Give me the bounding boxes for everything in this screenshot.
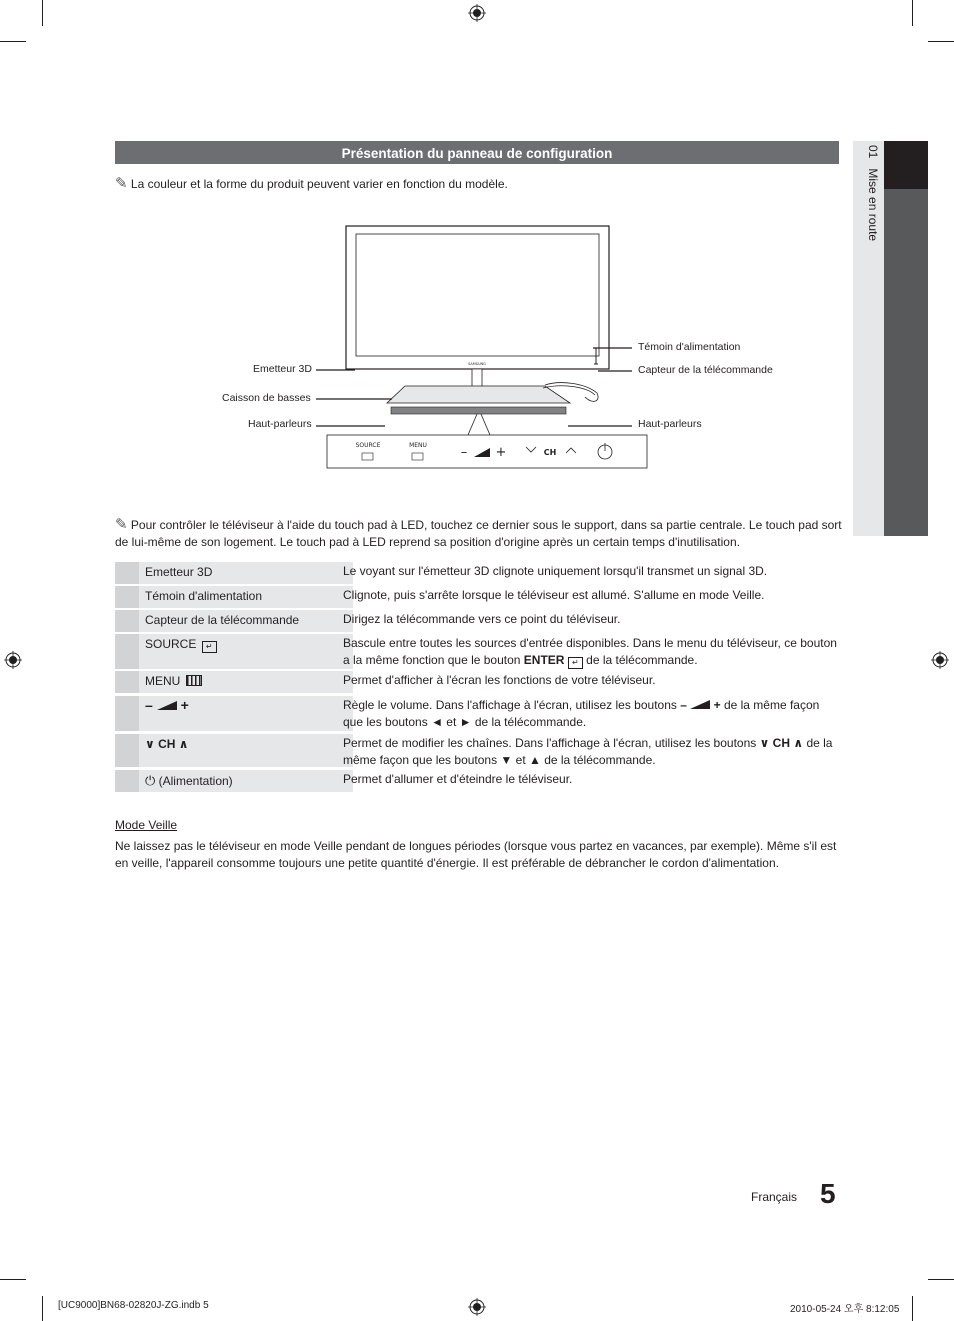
row-label: MENU <box>139 671 353 693</box>
section-header: Présentation du panneau de configuration <box>115 141 839 164</box>
print-slug-left: [UC9000]BN68-02820J-ZG.indb 5 <box>58 1300 209 1311</box>
note <box>115 175 839 193</box>
pencil-note-icon: ✎ <box>115 516 128 533</box>
row-label: Emetteur 3D <box>139 562 353 584</box>
panel-ch: CH <box>543 448 557 457</box>
table-row <box>115 634 839 669</box>
menu-icon <box>186 675 202 686</box>
note-text: Pour contrôler le téléviseur à l'aide du touch pad à LED, touchez ce dernier sous le support, dans sa partie centrale. Le touch pad sort de lui-même de son logement. Le touch pad à LED reprend sa position d'origine après un certain temps d'inutilisation. <box>115 518 842 549</box>
table-row <box>115 671 839 693</box>
panel-source-label: SOURCE <box>355 442 381 449</box>
note-touchpad <box>115 516 843 551</box>
crop-mark <box>928 41 954 42</box>
row-description: Permet d'allumer et d'éteindre le téléviseur. <box>343 772 573 786</box>
table-row <box>115 562 839 584</box>
label-emetteur-3d: Emetteur 3D <box>253 363 312 375</box>
volume-icon <box>690 700 710 709</box>
table-row <box>115 770 839 792</box>
side-tab-band <box>884 189 928 536</box>
registration-mark-icon <box>468 1298 486 1316</box>
side-tab-label <box>858 145 880 395</box>
row-label: – + <box>139 696 353 731</box>
side-tab-marker <box>884 141 928 189</box>
row-description: Dirigez la télécommande vers ce point du téléviseur. <box>343 612 621 626</box>
footer-language: Français <box>751 1190 798 1204</box>
row-label: Capteur de la télécommande <box>139 610 353 632</box>
panel-menu-label: MENU <box>409 442 427 449</box>
pencil-note-icon: ✎ <box>115 175 128 192</box>
page-number: 5 <box>820 1178 836 1209</box>
registration-mark-icon <box>931 651 949 669</box>
enter-icon: ↵ <box>568 657 583 669</box>
row-description: Clignote, puis s'arrête lorsque le téléviseur est allumé. S'allume en mode Veille. <box>343 588 765 602</box>
registration-mark-icon <box>4 651 22 669</box>
crop-mark <box>42 1296 43 1321</box>
tv-screen <box>356 234 599 356</box>
label-temoin: Témoin d'alimentation <box>638 341 741 353</box>
power-icon: ⏻ <box>145 773 156 788</box>
source-icon: ↵ <box>202 641 217 653</box>
row-description: Permet d'afficher à l'écran les fonctions de votre téléviseur. <box>343 673 656 687</box>
volume-icon <box>157 701 177 710</box>
registration-mark-icon <box>468 4 486 22</box>
crop-mark <box>928 1279 954 1280</box>
ch-up-icon: ∧ <box>178 737 189 751</box>
note-text: La couleur et la forme du produit peuvent varier en fonction du modèle. <box>130 177 508 191</box>
row-description: Le voyant sur l'émetteur 3D clignote uniquement lorsqu'il transmet un signal 3D. <box>343 564 768 578</box>
crop-mark <box>912 0 913 26</box>
table-row <box>115 734 839 767</box>
chapter-number: 01 <box>866 145 880 159</box>
row-description: Permet de modifier les chaînes. Dans l'affichage à l'écran, utilisez les boutons ∨ CH ∧ de la même façon que les boutons ▼ et ▲ de la télécommande. <box>343 736 833 767</box>
table-row <box>115 610 839 632</box>
chapter-title: Mise en route <box>866 168 880 242</box>
crop-mark <box>0 1279 26 1280</box>
row-description: Bascule entre toutes les sources d'entrée disponibles. Dans le menu du téléviseur, ce bouton a la même fonction que le bouton ENTER ↵ de la télécommande. <box>343 636 837 667</box>
ch-up-icon: ∧ <box>793 736 804 750</box>
row-label: Témoin d'alimentation <box>139 586 353 608</box>
row-description: Règle le volume. Dans l'affichage à l'écran, utilisez les boutons – + de la même façon que les boutons ◄ et ► de la télécommande. <box>343 698 820 729</box>
label-haut-parleurs-left: Haut-parleurs <box>248 418 312 430</box>
ch-down-icon: ∨ <box>145 737 155 751</box>
row-label: ∨ CH ∧ <box>139 734 353 767</box>
tv-stand <box>387 386 570 403</box>
table-row <box>115 696 839 731</box>
standby-title: Mode Veille <box>115 818 178 832</box>
label-capteur: Capteur de la télécommande <box>638 364 773 376</box>
crop-mark <box>0 41 26 42</box>
brand-logo: SAMSUNG <box>468 362 486 366</box>
row-label: ⏻ (Alimentation) <box>139 770 353 792</box>
panel-plus: + <box>495 445 507 460</box>
table-row <box>115 586 839 608</box>
ch-down-icon: ∨ <box>759 736 770 750</box>
row-label: SOURCE ↵ <box>139 634 353 669</box>
crop-mark <box>42 0 43 26</box>
label-haut-parleurs-right: Haut-parleurs <box>638 418 702 430</box>
crop-mark <box>912 1296 913 1321</box>
print-slug-right: 2010-05-24 오후 8:12:05 <box>790 1304 900 1315</box>
speaker-bar <box>391 407 566 414</box>
label-caisson: Caisson de basses <box>222 392 311 404</box>
panel-minus: – <box>460 445 468 460</box>
standby-text: Ne laissez pas le téléviseur en mode Veille pendant de longues périodes (lorsque vous partez en vacances, par exemple). Même s'il est en veille, l'appareil consomme toujours une petite quantité d'énergie. Il est préférable de débrancher le cordon d'alimentation. <box>115 839 837 870</box>
